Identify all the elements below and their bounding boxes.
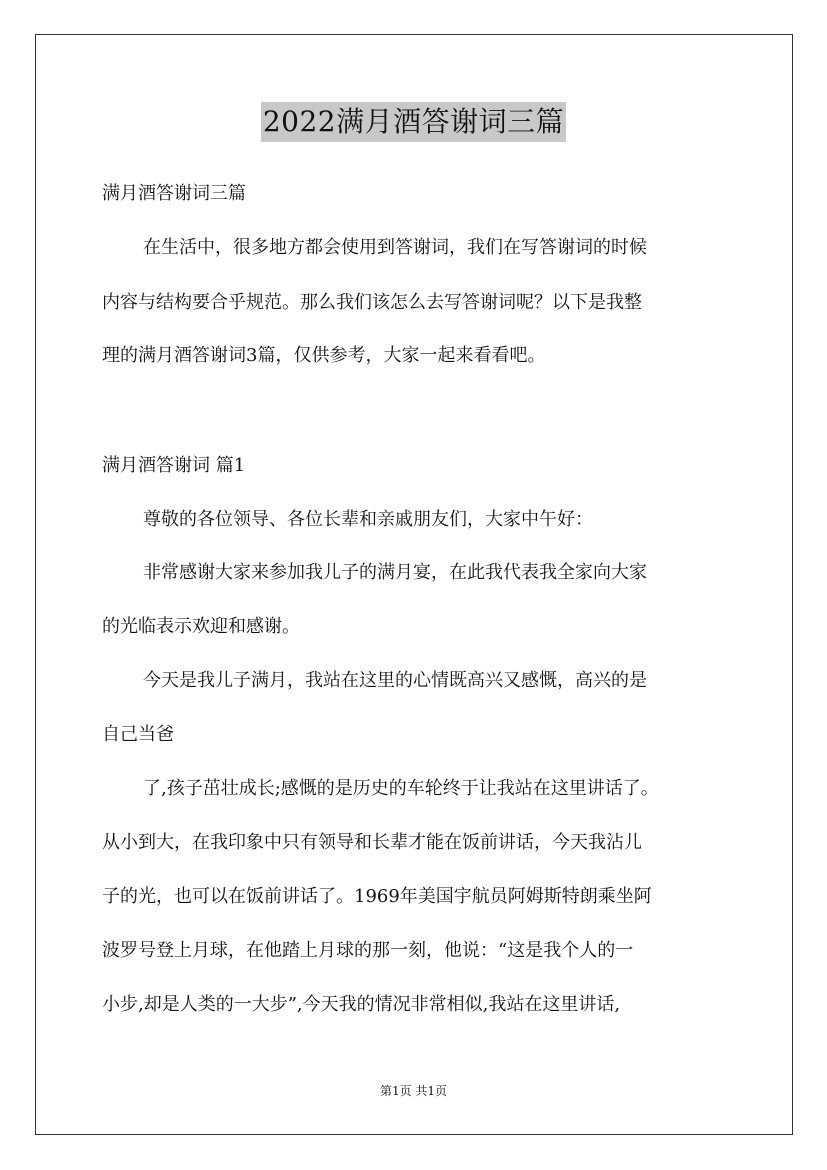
- body-line-2: 非常感谢大家来参加我儿子的满月宴，在此我代表我全家向大家: [143, 562, 647, 583]
- page-footer: 第1页 共1页: [379, 1084, 448, 1098]
- section-heading: 满月酒答谢词 篇1: [102, 455, 246, 476]
- body-line-9: 波罗号登上月球，在他踏上月球的那一刻，他说：“这是我个人的一: [102, 940, 634, 961]
- intro-line-1: 在生活中，很多地方都会使用到答谢词，我们在写答谢词的时候: [143, 237, 647, 258]
- intro-line-2: 内容与结构要合乎规范。那么我们该怎么去写答谢词呢？以下是我整: [102, 292, 642, 313]
- body-line-6: 了,孩子茁壮成长;感慨的是历史的车轮终于让我站在这里讲话了。: [143, 778, 659, 799]
- document-title: 2022满月酒答谢词三篇: [261, 102, 566, 142]
- body-line-8: 子的光，也可以在饭前讲话了。1969年美国宇航员阿姆斯特朗乘坐阿: [102, 886, 652, 907]
- document-title-wrap: [0, 102, 827, 142]
- intro-line-3: 理的满月酒答谢词3篇，仅供参考，大家一起来看看吧。: [102, 345, 546, 366]
- body-line-1: 尊敬的各位领导、各位长辈和亲戚朋友们，大家中午好：: [143, 509, 593, 530]
- body-line-4: 今天是我儿子满月，我站在这里的心情既高兴又感慨，高兴的是: [143, 670, 647, 691]
- body-line-7: 从小到大，在我印象中只有领导和长辈才能在饭前讲话，今天我沾儿: [102, 832, 642, 853]
- subtitle: 满月酒答谢词三篇: [102, 183, 246, 204]
- body-line-10: 小步,却是人类的一大步”,今天我的情况非常相似,我站在这里讲话,: [102, 994, 621, 1015]
- body-line-5: 自己当爸: [102, 724, 174, 745]
- body-line-3: 的光临表示欢迎和感谢。: [102, 616, 300, 637]
